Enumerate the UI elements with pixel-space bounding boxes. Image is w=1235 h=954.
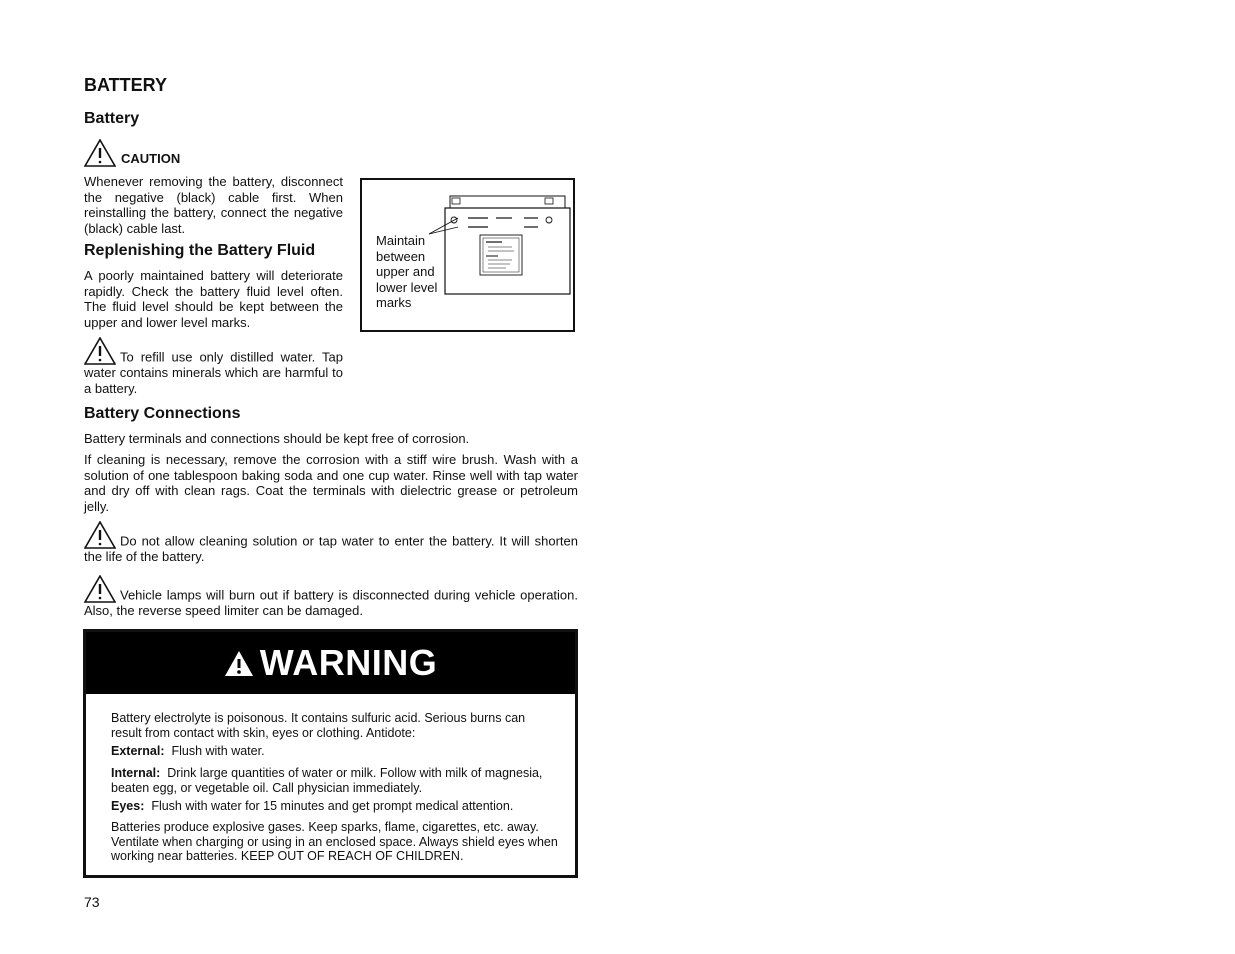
caution-triangle-icon bbox=[84, 337, 116, 365]
connections-note2-text: Vehicle lamps will burn out if battery is disconnected during vehicle operation. Also, the reverse speed limiter can be damaged. bbox=[84, 587, 578, 618]
connections-note2 bbox=[84, 575, 578, 619]
connections-note1 bbox=[84, 521, 578, 565]
replenish-heading: Replenishing the Battery Fluid bbox=[84, 242, 316, 259]
connections-p1: Battery terminals and connections should be kept free of corrosion. bbox=[84, 431, 470, 446]
replenish-text: A poorly maintained battery will deteriorate rapidly. Check the battery fluid level often. The fluid level should be kept between the upper and lower level marks. bbox=[84, 268, 343, 330]
figure-label: Maintain between upper and lower level marks bbox=[376, 233, 438, 310]
warning-internal: Internal: Drink large quantities of water or milk. Follow with milk of magnesia, beaten egg, or vegetable oil. Call physician immediately. bbox=[111, 766, 543, 795]
warning-external: External: Flush with water. bbox=[111, 744, 265, 758]
replenish-note-text: To refill use only distilled water. Tap water contains minerals which are harmful to a battery. bbox=[84, 349, 343, 396]
caution-triangle-icon bbox=[84, 521, 116, 549]
caution-header bbox=[84, 139, 180, 167]
warning-p-last: Batteries produce explosive gases. Keep sparks, flame, cigarettes, etc. away. Ventilate when charging or using in an enclosed space. Always shield eyes when working near batteries. KEEP OUT OF REACH OF CHILDREN. bbox=[111, 820, 558, 863]
caution-label: CAUTION bbox=[121, 151, 181, 166]
page-number: 73 bbox=[84, 894, 100, 910]
caution-triangle-icon bbox=[84, 575, 116, 603]
warning-header bbox=[86, 632, 575, 694]
warning-triangle-icon bbox=[224, 650, 254, 677]
caution-text: Whenever removing the battery, disconnect the negative (black) cable first. When reinstalling the battery, connect the negative (black) cable last. bbox=[84, 174, 343, 236]
warning-box bbox=[83, 629, 578, 878]
replenish-note bbox=[84, 337, 343, 396]
connections-heading: Battery Connections bbox=[84, 405, 241, 422]
subsection-title: Battery bbox=[84, 110, 140, 127]
section-title: BATTERY bbox=[84, 75, 167, 95]
connections-p2: If cleaning is necessary, remove the corrosion with a stiff wire brush. Wash with a solution of one tablespoon baking soda and one cup water. Rinse well with tap water and dry off with clean rags. Coat the terminals with dielectric grease or petroleum jelly. bbox=[84, 452, 578, 514]
connections-note1-text: Do not allow cleaning solution or tap water to enter the battery. It will shorten the life of the battery. bbox=[84, 533, 578, 564]
warning-p1: Battery electrolyte is poisonous. It contains sulfuric acid. Serious burns can result from contact with skin, eyes or clothing. Antidote: bbox=[111, 711, 526, 740]
warning-eyes: Eyes: Flush with water for 15 minutes and get prompt medical attention. bbox=[111, 799, 514, 813]
caution-triangle-icon bbox=[84, 139, 116, 167]
warning-title: WARNING bbox=[259, 642, 438, 683]
